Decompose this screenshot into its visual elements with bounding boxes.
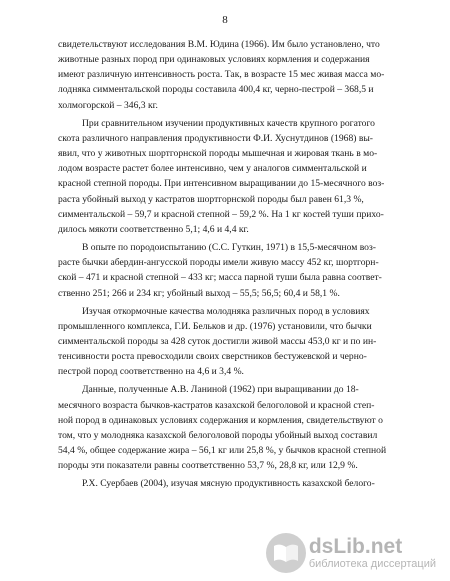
paragraph (58, 304, 407, 380)
watermark-text (309, 536, 436, 571)
text-line: симментальской породы за 428 суток достигли живой массы 453,0 кг и по ин- (58, 335, 377, 347)
text-line: расте бычки абердин-ангусской породы имели живую массу 452 кг, шортгорн- (58, 257, 379, 269)
text-line: В опыте по породоиспытанию (С.С. Гуткин, 1971) в 15,5-месячном воз- (82, 242, 376, 254)
text-line: тенсивности роста превосходили своих сверстников бестужевской и черно- (58, 351, 367, 363)
text-line: лодом возрасте растет более интенсивно, чем у аналогов симментальской и (58, 163, 367, 175)
text-line: холмогорской – 346,3 кг. (58, 99, 158, 111)
paragraph (58, 37, 407, 113)
text-line: промышленного комплекса, Г.И. Бельков и др. (1976) установили, что бычки (58, 320, 372, 332)
paragraph (58, 382, 407, 473)
text-line: При сравнительном изучении продуктивных качеств крупного рогатого (82, 117, 375, 129)
text-line: лодняка симментальской породы составила 400,4 кг, черно-пестрой – 368,5 и (58, 84, 374, 96)
paragraph (58, 240, 407, 301)
text-line: явил, что у животных шортгорнской породы мышечная и жировая ткань в мо- (58, 148, 378, 160)
text-line: Р.Х. Суербаев (2004), изучая мясную продуктивность казахской белого- (82, 478, 375, 490)
text-line: пестрой пород соответственно на 4,6 и 3,4 %. (58, 366, 244, 378)
text-line: месячного возраста бычков-кастратов казахской белоголовой и красной степ- (58, 399, 375, 411)
text-line: ской – 471 и красной степной – 433 кг; масса парной туши была равна соответ- (58, 272, 382, 284)
text-line: 54,4 %, общее содержание жира – 56,1 кг или 25,8 %, у бычков красной степной (58, 445, 387, 457)
text-line: красной степной породы. При интенсивном выращивании до 15-месячного воз- (58, 178, 385, 190)
text-line: ной пород в одинаковых условиях содержания и кормления, свидетельствуют о (58, 414, 383, 426)
page-number: 8 (222, 14, 228, 26)
document-body (58, 37, 407, 492)
paragraph (58, 116, 407, 237)
book-logo-icon (266, 533, 306, 573)
text-line: животные разных пород при одинаковых условиях кормления и содержания (58, 54, 370, 66)
text-line: имеют различную интенсивность роста. Так, в возрасте 15 мес живая масса мо- (58, 69, 385, 81)
watermark (266, 533, 436, 573)
text-line: симментальской – 59,7 и красной степной – 59,2 %. На 1 кг костей туши прихо- (58, 208, 384, 220)
text-line: раста убойный выход у кастратов шортгорнской породы был равен 61,3 %, (58, 193, 364, 205)
watermark-subtitle: библиотека диссертаций (308, 557, 436, 570)
text-line: свидетельствуют исследования В.М. Юдина (1966). Им было установлено, что (58, 39, 380, 50)
text-line: породы эти показатели равны соответственно 53,7 %, 28,8 кг, или 12,9 %. (58, 460, 358, 472)
text-line: том, что у молодняка казахской белоголовой породы убойный выход составил (58, 429, 378, 441)
watermark-site: dsLib.net (308, 534, 403, 558)
text-line: ственно 251; 266 и 234 кг; убойный выход – 55,5; 56,5; 60,4 и 58,1 %. (58, 287, 340, 299)
paragraph (58, 476, 407, 491)
text-line: дилось мякоти соответственно 5,1; 4,6 и 4,4 кг. (58, 223, 249, 235)
text-line: скота различного направления продуктивности Ф.И. Хуснутдинов (1968) вы- (58, 132, 373, 144)
text-line: Изучая откормочные качества молодняка различных пород в условиях (82, 305, 370, 317)
text-line: Данные, полученные А.В. Ланиной (1962) при выращивании до 18- (82, 384, 359, 396)
